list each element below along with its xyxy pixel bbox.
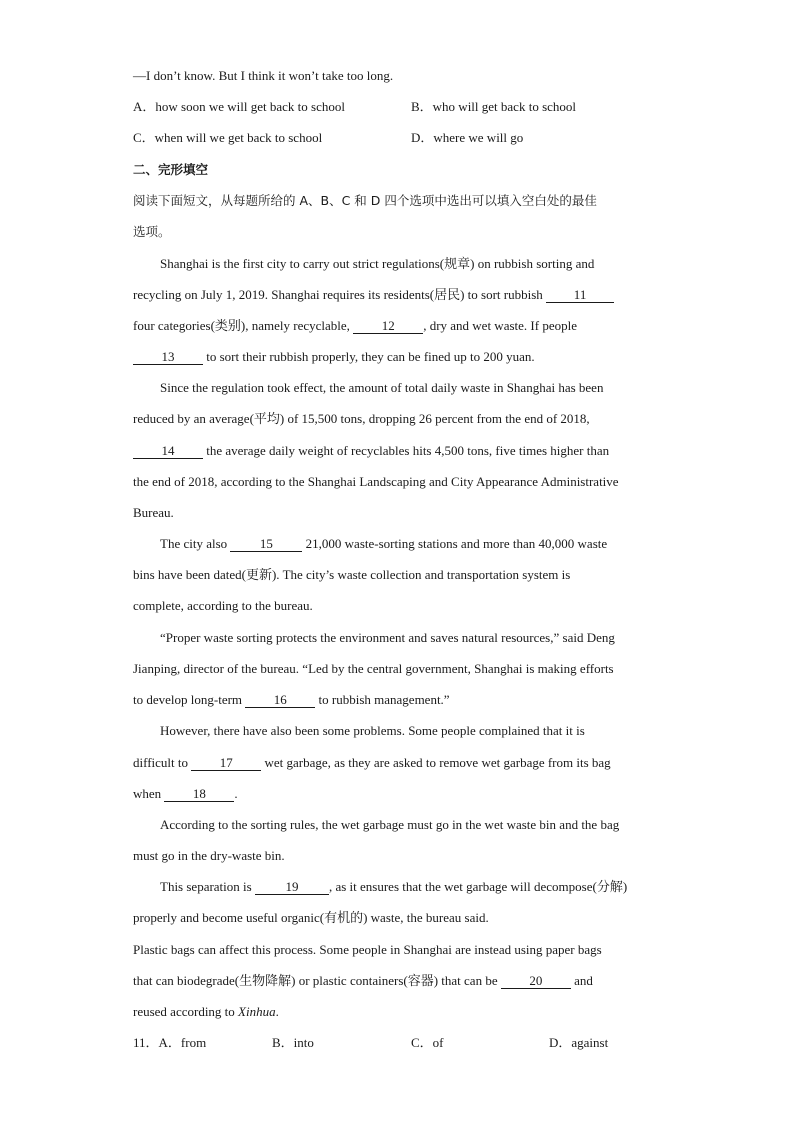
passage-p1-line-4 <box>133 349 535 365</box>
passage-p5-line-3 <box>133 786 238 802</box>
option-label: C． <box>133 130 155 145</box>
blank-13: 13 <box>133 350 203 365</box>
text: The city also <box>160 536 231 551</box>
text: reused according to <box>133 1004 239 1019</box>
blank-15: 15 <box>230 537 302 552</box>
passage-p2-line-4: the end of 2018, according to the Shanghai Landscaping and City Appearance Administrative <box>133 474 619 489</box>
blank-20: 20 <box>501 974 571 989</box>
passage-p8-line-3 <box>133 1004 279 1020</box>
passage-p7-line-1 <box>160 879 627 895</box>
option-text: of <box>432 1035 444 1050</box>
q10-option-d <box>411 130 523 146</box>
passage-p2-line-5: Bureau. <box>133 505 174 520</box>
section-heading: 二、完形填空 <box>133 162 209 177</box>
option-text: who will get back to school <box>432 99 577 114</box>
passage-p4-line-1: “Proper waste sorting protects the environment and saves natural resources,” said Deng <box>160 630 615 645</box>
q10-option-a <box>133 99 345 115</box>
passage-p3-line-2: bins have been dated(更新). The city’s waste collection and transportation system is <box>133 567 571 582</box>
passage-p8-line-2 <box>133 973 593 989</box>
passage-p4-line-3 <box>133 692 450 708</box>
blank-11: 11 <box>546 288 614 303</box>
blank-12: 12 <box>353 319 423 334</box>
section-instruction-line-2: 选项。 <box>133 224 171 239</box>
passage-p2-line-3 <box>133 443 609 459</box>
q11-option-a <box>133 1035 206 1051</box>
passage-p1-line-1: Shanghai is the first city to carry out strict regulations(规章) on rubbish sorting and <box>160 256 595 271</box>
passage-p1-line-3 <box>133 318 577 334</box>
option-label: C． <box>411 1035 433 1050</box>
option-label: A． <box>133 99 156 114</box>
q10-option-c <box>133 130 322 146</box>
text: , as it ensures that the wet garbage will decompose(分解) <box>328 879 628 894</box>
passage-p3-line-1 <box>160 536 607 552</box>
passage-p6-line-1: According to the sorting rules, the wet garbage must go in the wet waste bin and the bag <box>160 817 620 832</box>
passage-p6-line-2: must go in the dry-waste bin. <box>133 848 285 863</box>
text: . <box>234 786 238 801</box>
text: that can biodegrade(生物降解) or plastic containers(容器) that can be <box>133 973 501 988</box>
text: to develop long-term <box>133 692 246 707</box>
text: to sort their rubbish properly, they can be fined up to 200 yuan. <box>203 349 535 364</box>
option-text: where we will go <box>433 130 524 145</box>
passage-p1-line-2 <box>133 287 614 303</box>
passage-p5-line-2 <box>133 755 611 771</box>
q10-option-b <box>411 99 576 115</box>
passage-p5-line-1: However, there have also been some problems. Some people complained that it is <box>160 723 585 738</box>
option-label: A． <box>158 1035 181 1050</box>
passage-p2-line-1: Since the regulation took effect, the amount of total daily waste in Shanghai has been <box>160 380 604 395</box>
passage-p4-line-2: Jianping, director of the bureau. “Led by the central government, Shanghai is making efforts <box>133 661 614 676</box>
text: , dry and wet waste. If people <box>423 318 577 333</box>
option-label: B． <box>411 99 433 114</box>
blank-17: 17 <box>191 756 261 771</box>
text: recycling on July 1, 2019. Shanghai requires its residents(居民) to sort rubbish <box>133 287 547 302</box>
option-text: against <box>571 1035 609 1050</box>
section-instruction-line-1: 阅读下面短文，从每题所给的 A、B、C 和 D 四个选项中选出可以填入空白处的最佳 <box>133 193 597 208</box>
option-label: D． <box>411 130 434 145</box>
option-label: B． <box>272 1035 294 1050</box>
text: wet garbage, as they are asked to remove wet garbage from its bag <box>261 755 611 770</box>
blank-19: 19 <box>255 880 329 895</box>
text: to rubbish management.” <box>315 692 450 707</box>
option-text: when will we get back to school <box>154 130 323 145</box>
q10-answer-line: —I don’t know. But I think it won’t take too long. <box>133 68 394 83</box>
option-text: how soon we will get back to school <box>155 99 345 114</box>
blank-18: 18 <box>164 787 234 802</box>
passage-p8-line-1: Plastic bags can affect this process. Some people in Shanghai are instead using paper bags <box>133 942 602 957</box>
text: the average daily weight of recyclables hits 4,500 tons, five times higher than <box>203 443 610 458</box>
question-number: 11． <box>133 1035 159 1050</box>
text: four categories(类别), namely recyclable, <box>133 318 354 333</box>
blank-16: 16 <box>245 693 315 708</box>
text: difficult to <box>133 755 192 770</box>
text: . <box>275 1004 279 1019</box>
q11-option-c <box>411 1035 444 1051</box>
q11-option-b <box>272 1035 314 1051</box>
passage-p7-line-2: properly and become useful organic(有机的) waste, the bureau said. <box>133 910 489 925</box>
text: 21,000 waste-sorting stations and more than 40,000 waste <box>302 536 608 551</box>
text: This separation is <box>160 879 255 894</box>
option-label: D． <box>549 1035 572 1050</box>
passage-p2-line-2: reduced by an average(平均) of 15,500 tons, dropping 26 percent from the end of 2018, <box>133 411 590 426</box>
text: and <box>570 973 593 988</box>
source-name: Xinhua <box>238 1004 276 1019</box>
text: when <box>133 786 165 801</box>
option-text: from <box>180 1035 207 1050</box>
option-text: into <box>293 1035 314 1050</box>
q11-option-d <box>549 1035 608 1051</box>
passage-p3-line-3: complete, according to the bureau. <box>133 598 313 613</box>
blank-14: 14 <box>133 444 203 459</box>
